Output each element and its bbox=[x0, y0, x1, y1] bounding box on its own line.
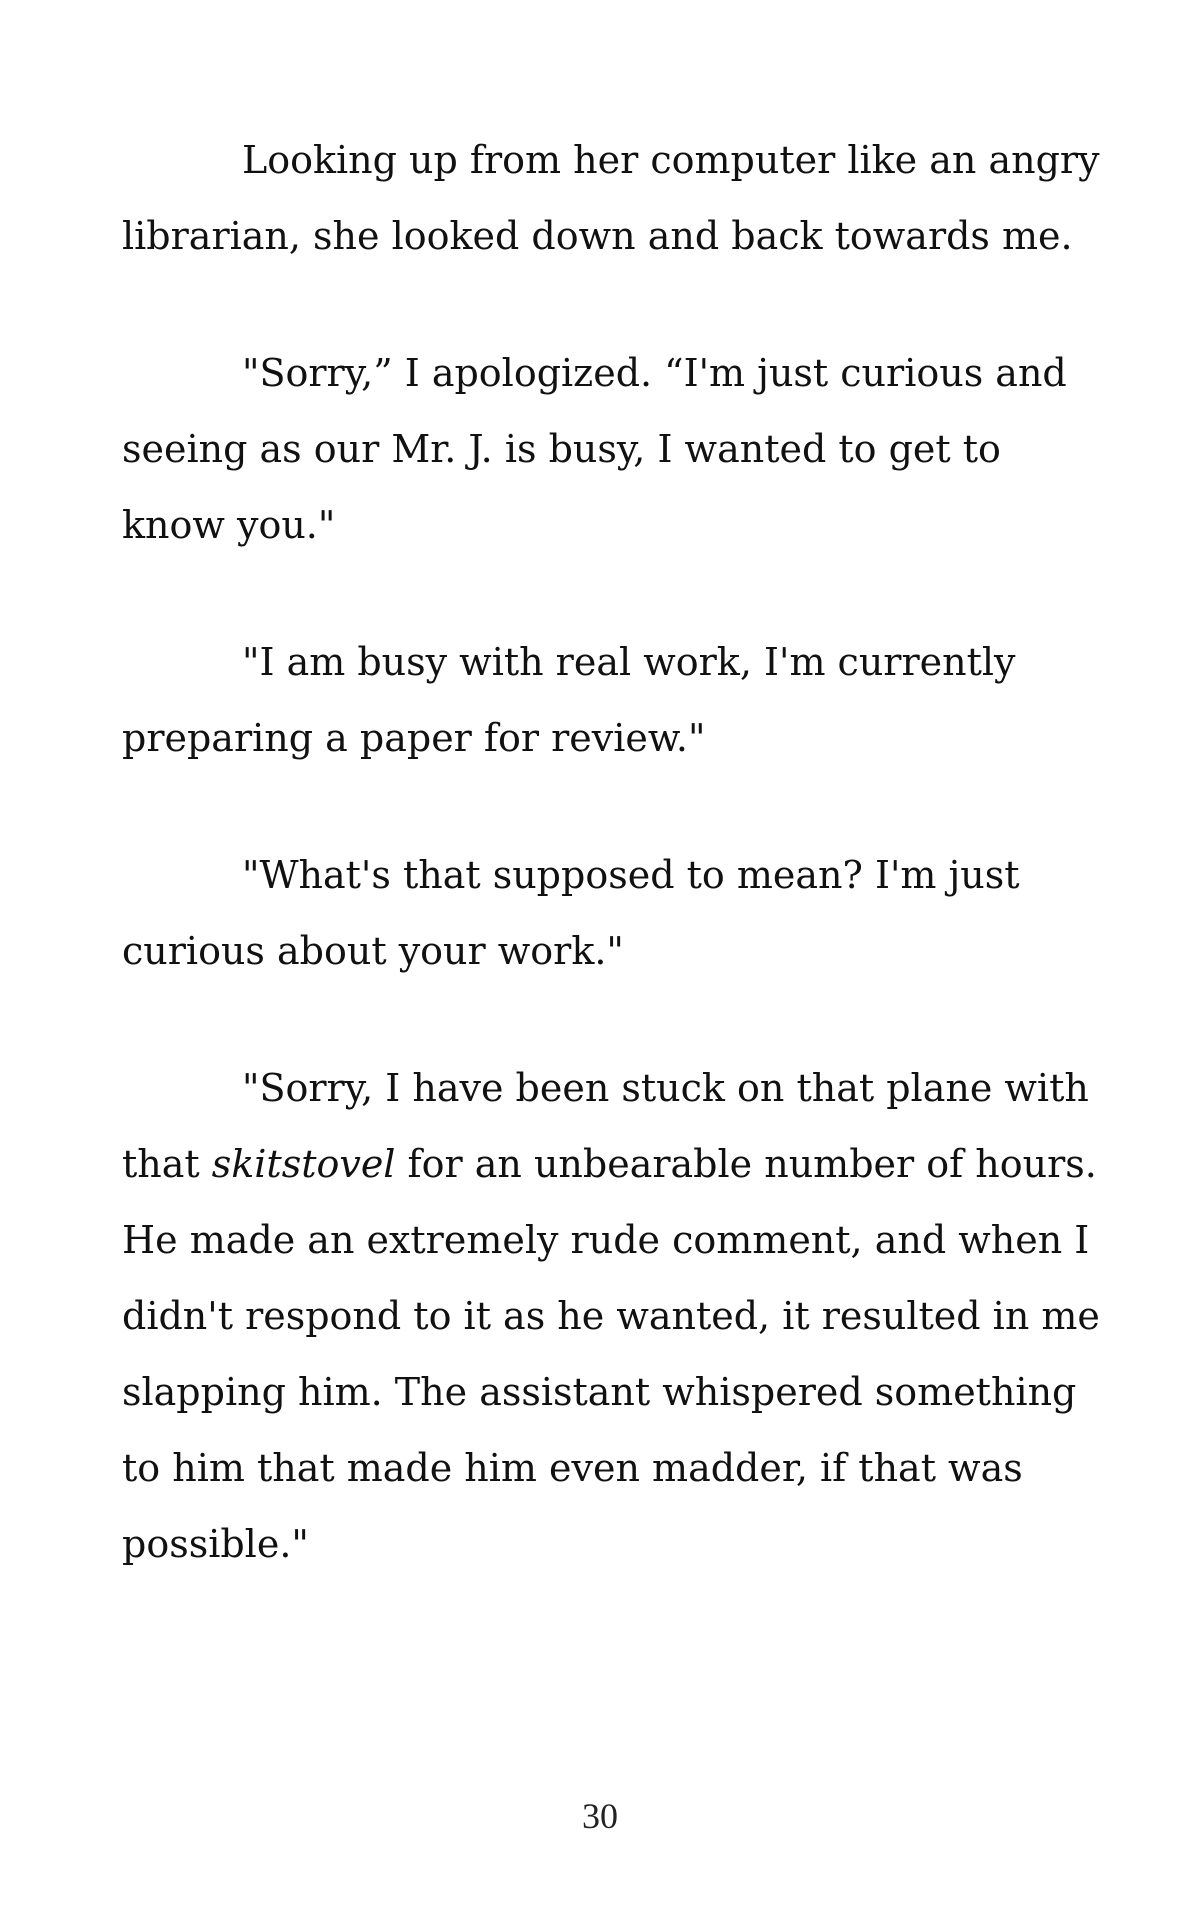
paragraph-1: Looking up from her computer like an angry librarian, she looked down and back towards me. bbox=[122, 138, 1100, 258]
paragraph-4: "What's that supposed to mean? I'm just curious about your work." bbox=[122, 853, 1020, 973]
paragraph-5-text-start: "Sorry, I have been stuck on that plane with that bbox=[122, 1066, 1089, 1186]
page-number: 30 bbox=[582, 1796, 618, 1836]
paragraph-3: "I am busy with real work, I'm currently preparing a paper for review." bbox=[122, 640, 1016, 760]
paragraph-5 bbox=[122, 1050, 1102, 1582]
paragraph-2: "Sorry,” I apologized. “I'm just curious and seeing as our Mr. J. is busy, I wanted to get to know you." bbox=[122, 351, 1067, 547]
paragraph-5-text-end: for an unbearable number of hours. He made an extremely rude comment, and when I didn't respond to it as he wanted, it resulted in me slapping him. The assistant whispered something to him that made him even madder, if that was possible." bbox=[122, 1142, 1100, 1566]
paragraph-5-italic-word: skitstovel bbox=[211, 1142, 396, 1186]
page-body bbox=[122, 122, 1102, 1643]
